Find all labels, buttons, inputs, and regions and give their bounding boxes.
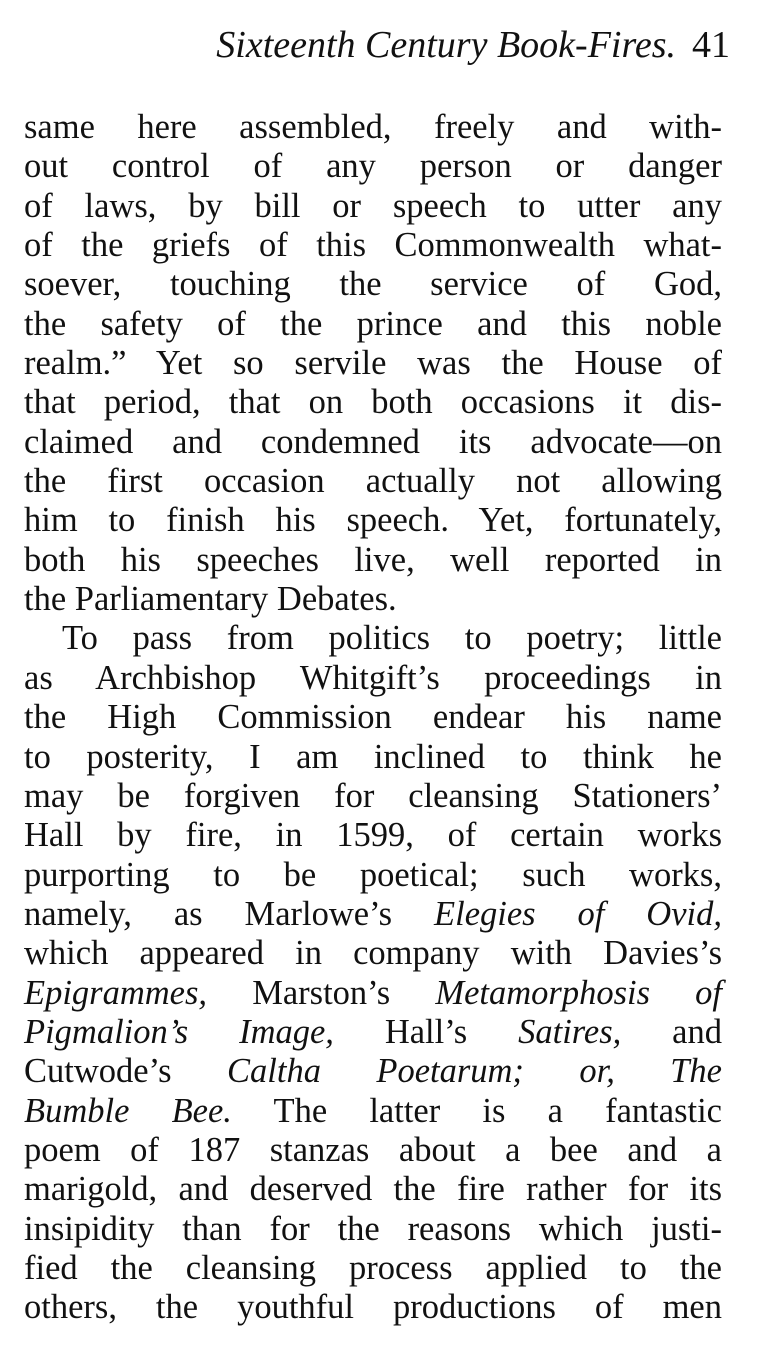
text-line bbox=[24, 1052, 722, 1091]
text-run: The latter is a fantastic bbox=[231, 1091, 722, 1130]
text-line: the first occasion actually not allowing bbox=[24, 462, 722, 501]
italic-title: Caltha Poetarum; or, The bbox=[227, 1052, 722, 1091]
body-text bbox=[24, 108, 722, 1328]
text-run: namely, as Marlowe’s bbox=[24, 894, 435, 933]
text-line: soever, touching the service of God, bbox=[24, 265, 722, 304]
italic-title: Elegies of Ovid, bbox=[434, 894, 722, 933]
text-line: of the griefs of this Commonwealth what- bbox=[24, 226, 722, 265]
text-line: others, the youthful productions of men bbox=[24, 1288, 722, 1327]
italic-title: Metamorphosis of bbox=[435, 973, 722, 1012]
running-title: Sixteenth Century Book-Fires. bbox=[216, 24, 676, 66]
text-line: both his speeches live, well reported in bbox=[24, 540, 722, 579]
text-line: as Archbishop Whitgift’s proceedings in bbox=[24, 658, 722, 697]
text-line: which appeared in company with Davies’s bbox=[24, 934, 722, 973]
text-line: of laws, by bill or speech to utter any bbox=[24, 186, 722, 225]
text-line bbox=[24, 895, 722, 934]
page-header bbox=[24, 14, 730, 76]
text-line: that period, that on both occasions it dis- bbox=[24, 383, 722, 422]
text-line: Hall by fire, in 1599, of certain works bbox=[24, 816, 722, 855]
text-run: Cutwode’s bbox=[24, 1052, 228, 1091]
text-run: Hall’s bbox=[333, 1012, 519, 1051]
text-run: and bbox=[621, 1012, 722, 1051]
text-line: him to finish his speech. Yet, fortunately, bbox=[24, 501, 722, 540]
text-line bbox=[24, 1092, 722, 1131]
text-line: insipidity than for the reasons which justi- bbox=[24, 1209, 722, 1248]
text-line: purporting to be poetical; such works, bbox=[24, 855, 722, 894]
italic-title: Bumble Bee. bbox=[24, 1091, 232, 1130]
text-line: realm.” Yet so servile was the House of bbox=[24, 344, 722, 383]
italic-title: Pigmalion’s Image, bbox=[24, 1012, 334, 1051]
text-line: fied the cleansing process applied to the bbox=[24, 1248, 722, 1287]
italic-title: Satires, bbox=[518, 1012, 622, 1051]
text-line: claimed and condemned its advocate—on bbox=[24, 422, 722, 461]
page-number: 41 bbox=[692, 24, 730, 66]
text-line: the High Commission endear his name bbox=[24, 698, 722, 737]
text-line: same here assembled, freely and with- bbox=[24, 108, 722, 146]
text-line: poem of 187 stanzas about a bee and a bbox=[24, 1130, 722, 1169]
text-line: to posterity, I am inclined to think he bbox=[24, 737, 722, 776]
paragraph-last-line: the Parliamentary Debates. bbox=[24, 580, 397, 619]
text-line: the safety of the prince and this noble bbox=[24, 304, 722, 343]
text-line bbox=[24, 974, 722, 1013]
text-line: marigold, and deserved the fire rather for its bbox=[24, 1170, 722, 1209]
text-line: out control of any person or danger bbox=[24, 147, 722, 186]
text-line: may be forgiven for cleansing Stationers’ bbox=[24, 776, 722, 815]
italic-title: Epigrammes, bbox=[24, 973, 208, 1012]
text-run: Marston’s bbox=[207, 973, 436, 1012]
paragraph-first-line: To pass from politics to poetry; little bbox=[62, 619, 722, 658]
text-line bbox=[24, 1013, 722, 1052]
